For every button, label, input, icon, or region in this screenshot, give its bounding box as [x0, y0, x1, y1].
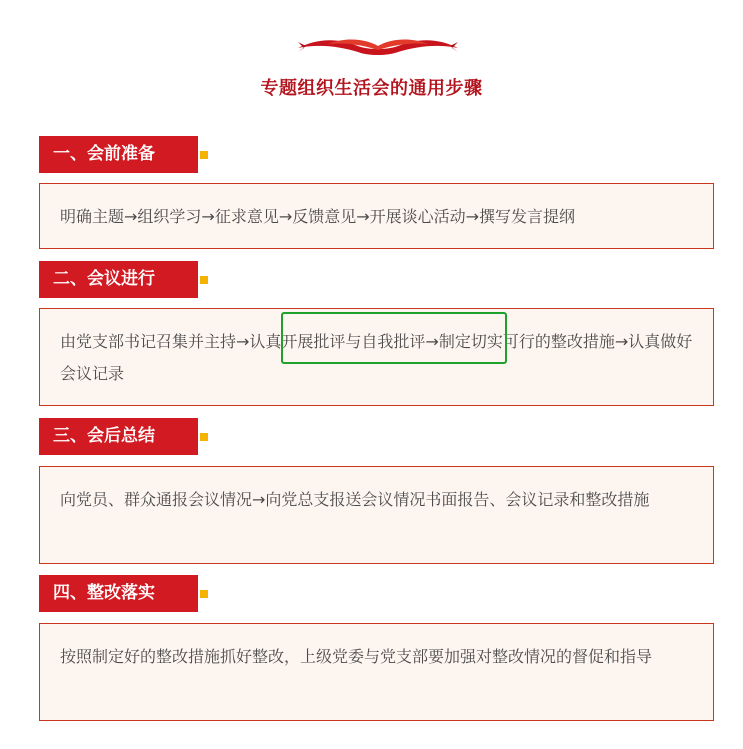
section-heading: 三、会后总结 [39, 418, 198, 455]
heading-dot [200, 590, 208, 598]
section-body: 明确主题→组织学习→征求意见→反馈意见→开展谈心活动→撰写发言提纲 [39, 183, 714, 249]
section-heading: 二、会议进行 [39, 261, 198, 298]
page-title: 专题组织生活会的通用步骤 [260, 78, 483, 99]
heading-dot [200, 151, 208, 159]
red-ribbon-icon [298, 34, 458, 60]
section-body: 由党支部书记召集并主持→认真开展批评与自我批评→制定切实可行的整改措施→认真做好会议记录 [39, 308, 714, 406]
section-body: 按照制定好的整改措施抓好整改，上级党委与党支部要加强对整改情况的督促和指导 [39, 623, 714, 721]
highlight-box [281, 312, 507, 364]
section-heading: 四、整改落实 [39, 575, 198, 612]
heading-dot [200, 433, 208, 441]
section-heading: 一、会前准备 [39, 136, 198, 173]
section-body: 向党员、群众通报会议情况→向党总支报送会议情况书面报告、会议记录和整改措施 [39, 466, 714, 564]
heading-dot [200, 276, 208, 284]
